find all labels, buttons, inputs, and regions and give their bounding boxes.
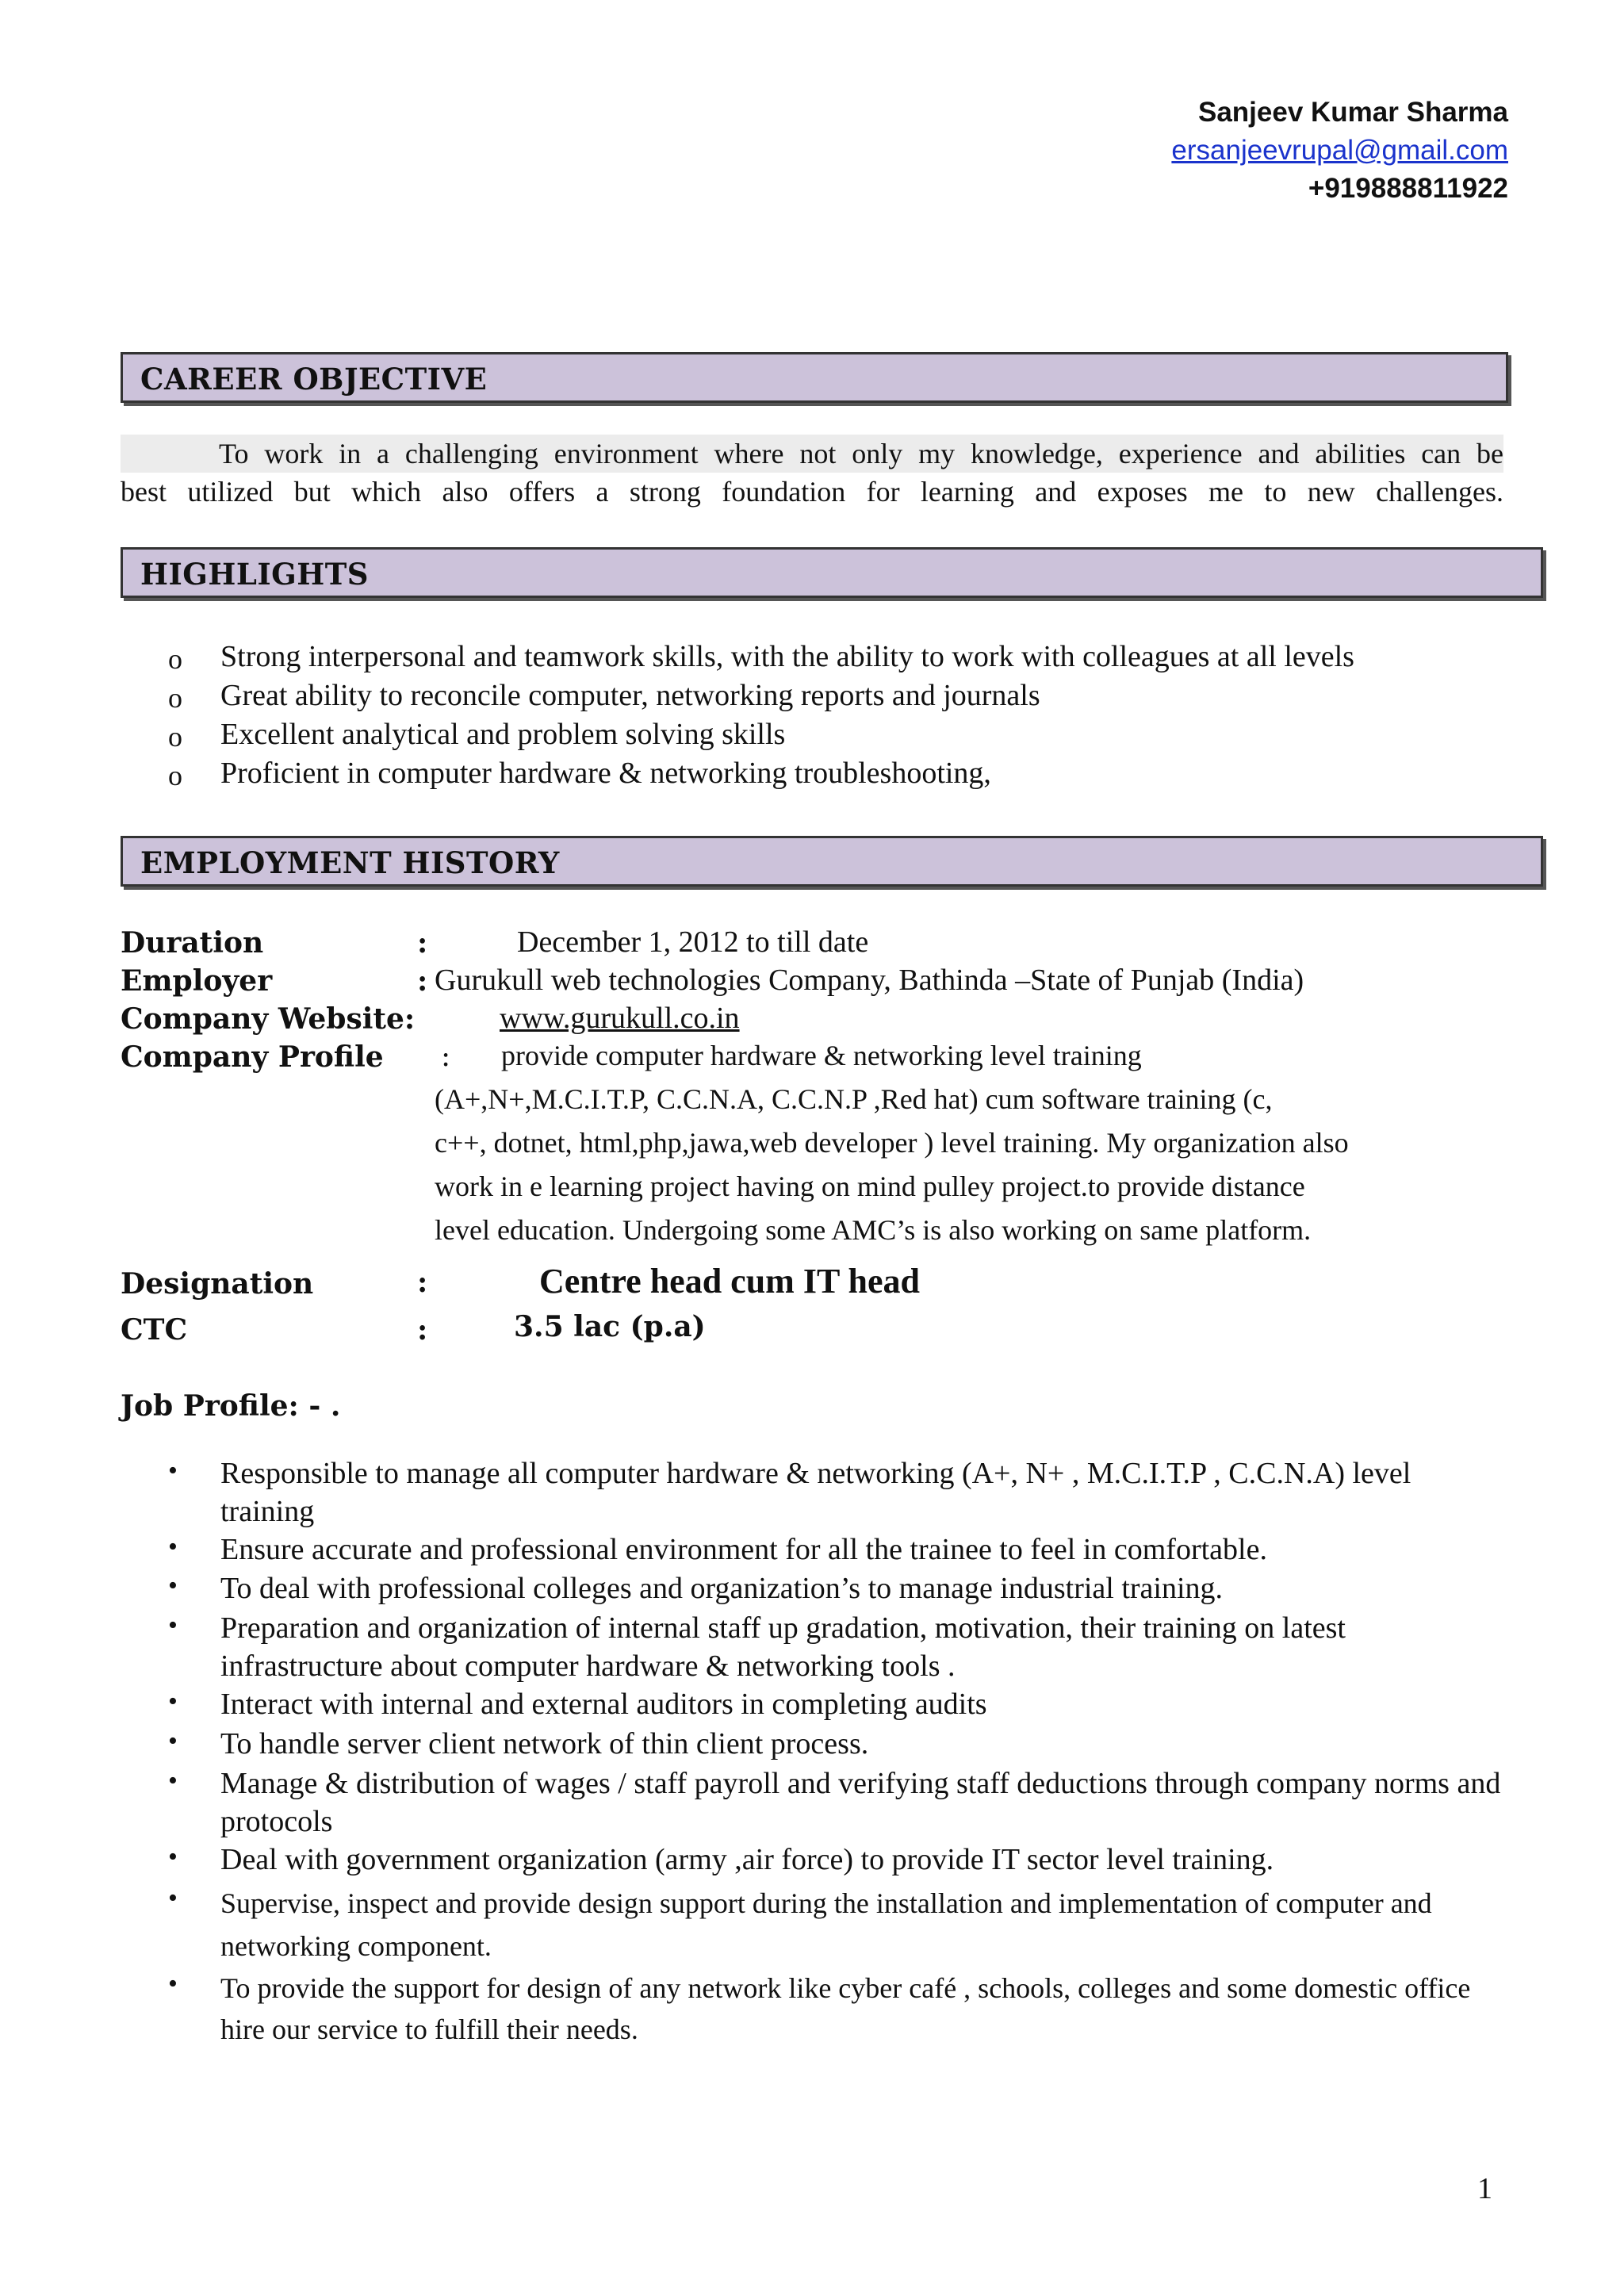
website-label: Company Website: — [121, 1002, 416, 1036]
resume-page: Sanjeev Kumar Sharma ersanjeevrupal@gmail.com +919888811922 CAREER OBJECTIVE To work in a challenging environment where not only my knowledge, experience and abilities can be best utilized but which also offers a strong foundation for learning and exposes me to new challenges. HIGHLIGHTS o Strong interpersonal and teamwork skills, with the ability to work with colleagues at all levels o Great ability to reconcile computer, networking reports and journals o Excellent analytical and problem solving skills o Proficient in computer hardware & networking troubleshooting, EMPLOYMENT HISTORY Duration : December 1, 2012 to till date Employer : Gurukull web technologies Company, Bathinda –State of Punjab (India) Company Website: www.gurukull.co.in Company Profile : provide computer hardware & networking level training (A+,N+,M.C.I.T.P, C.C.N.A, C.C.N.P ,Red hat) cum software training (c, c++, dotnet, html,php,jawa,web developer ) level training. My organization also work in e learning project having on mind pulley project.to provide distance level education. Undergoing some AMC’s is also working on same platform. Designation : Centre head cum IT head CTC : 3.5 lac (p.a) Job Profile: - . • Responsible to manage all computer hardware & networking (A+, N+ , M.C.I.T.P , C.C.N.A) level training • Ensure accurate and professional environment for all the trainee to feel in comfortable. • To deal with professional colleges and organization’s to manage industrial training. • Preparation and organization of internal staff up gradation, motivation, their training on latest infrastructure about computer hardware & networking tools . • Interact with internal and external auditors in completing audits • To handle server client network of thin client process. • Manage & distribution of wages / staff payroll and verifying staff deductions through company norms and protocols • Deal with government organization (army ,air force) to provide IT sector level training. • Supervise, inspect and provide design support during the installation and implementation of computer and networking component. • To provide the support for design of any network like cyber café , schools, colleges and some domestic office hire our service to fulfill their needs. 1 — [0, 0, 1624, 2295]
bullet-icon: • — [168, 1611, 178, 1640]
bullet-icon: • — [168, 1766, 178, 1795]
circle-bullet-icon: o — [168, 682, 182, 714]
job-profile-label: Job Profile: - . — [121, 1389, 341, 1423]
bullet-icon: • — [168, 1532, 178, 1561]
section-employment-history — [121, 836, 1543, 887]
bullet-icon: • — [168, 1687, 178, 1716]
company-profile-text — [435, 1034, 1435, 1252]
circle-bullet-icon: o — [168, 721, 182, 753]
colon: : — [441, 1040, 451, 1073]
website-link[interactable]: www.gurukull.co.in — [500, 1002, 740, 1035]
designation-value: Centre head cum IT head — [539, 1262, 920, 1301]
section-career-objective — [121, 352, 1508, 403]
section-highlights — [121, 547, 1543, 598]
ctc-value: 3.5 lac (p.a) — [514, 1310, 706, 1343]
duration-label: Duration — [121, 926, 264, 960]
section-title: HIGHLIGHTS — [140, 557, 369, 592]
profile-line: (A+,N+,M.C.I.T.P, C.C.N.A, C.C.N.P ,Red hat) cum software training (c, — [435, 1083, 1273, 1115]
colon: : — [417, 926, 428, 960]
bullet-icon: • — [168, 1883, 178, 1913]
designation-label: Designation — [121, 1267, 314, 1301]
email-link[interactable]: ersanjeevrupal@gmail.com — [1171, 135, 1508, 166]
bullet-icon: • — [168, 1842, 178, 1872]
circle-bullet-icon: o — [168, 643, 182, 675]
circle-bullet-icon: o — [168, 760, 182, 791]
contact-block — [1171, 94, 1508, 208]
phone-number: +919888811922 — [1308, 173, 1508, 204]
profile-label: Company Profile — [121, 1040, 384, 1074]
colon: : — [417, 964, 428, 998]
colon: : — [417, 1313, 428, 1347]
section-title: CAREER OBJECTIVE — [140, 362, 488, 397]
profile-line: level education. Undergoing some AMC’s is also working on same platform. — [435, 1214, 1312, 1246]
section-title: EMPLOYMENT HISTORY — [140, 845, 560, 880]
objective-line: best utilized but which also offers a strong foundation for learning and exposes me to new challenges. — [121, 476, 1503, 508]
bullet-icon: • — [168, 1571, 178, 1600]
page-number: 1 — [1477, 2172, 1492, 2205]
bullet-icon: • — [168, 1456, 178, 1485]
objective-line: To work in a challenging environment where not only my knowledge, experience and abilities can be — [121, 435, 1503, 473]
bullet-icon: • — [168, 1726, 178, 1756]
candidate-name: Sanjeev Kumar Sharma — [1197, 97, 1508, 128]
ctc-label: CTC — [121, 1313, 188, 1347]
objective-text — [121, 435, 1503, 511]
bullet-icon: • — [168, 1969, 178, 1998]
profile-line: work in e learning project having on mind pulley project.to provide distance — [435, 1170, 1305, 1202]
colon: : — [417, 1266, 428, 1299]
profile-line: c++, dotnet, html,php,jawa,web developer ) level training. My organization also — [435, 1127, 1349, 1159]
employer-label: Employer — [121, 964, 273, 998]
profile-line: provide computer hardware & networking level training — [501, 1040, 1142, 1071]
employer-value: Gurukull web technologies Company, Bathinda –State of Punjab (India) — [435, 964, 1304, 997]
duration-value: December 1, 2012 to till date — [517, 925, 869, 959]
